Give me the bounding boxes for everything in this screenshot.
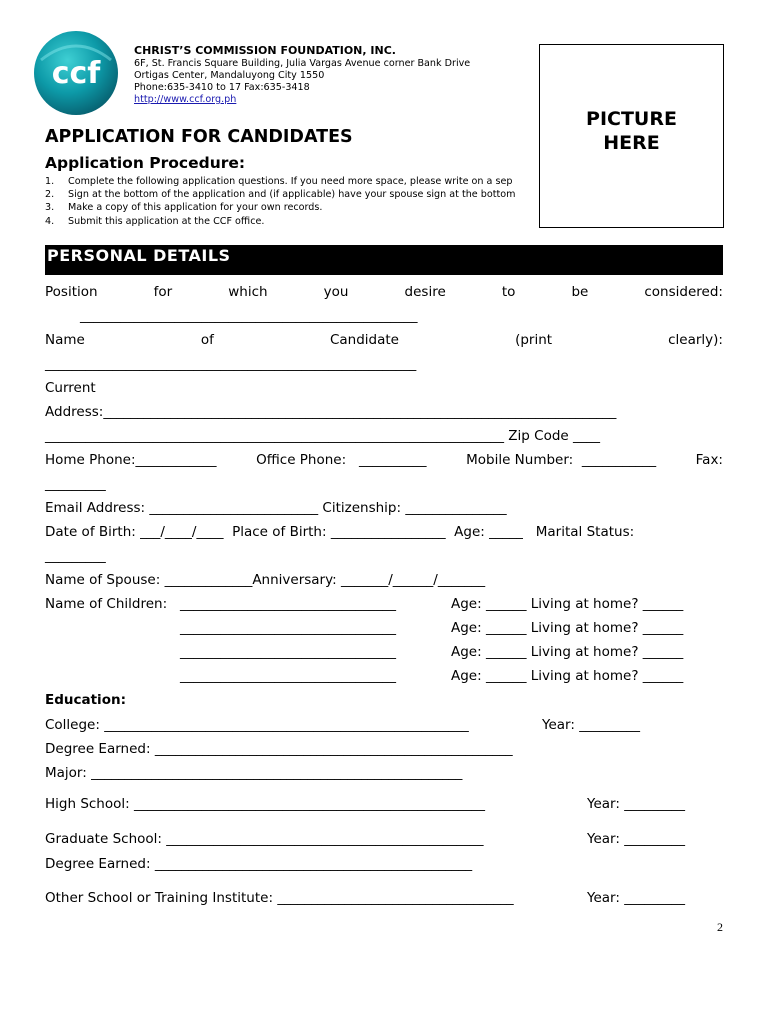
organization-name: CHRIST’S COMMISSION FOUNDATION, INC. <box>134 44 396 57</box>
procedure-heading: Application Procedure: <box>45 154 246 172</box>
age-field[interactable]: _____ <box>489 524 523 540</box>
logo-text: ccf <box>51 56 101 91</box>
graduate-degree-field[interactable]: _______________________________________________ <box>154 856 473 872</box>
education-heading: Education: <box>45 692 126 708</box>
home-phone-field[interactable]: ____________ <box>135 452 217 468</box>
child-age-label: Age: <box>451 668 482 684</box>
section-header-bar <box>45 245 723 275</box>
address-field[interactable]: ____________________________________________________________________________ <box>103 404 617 420</box>
zip-code-label: Zip Code <box>508 428 569 444</box>
college-year-field[interactable]: _________ <box>579 717 640 733</box>
mobile-number-label: Mobile Number: <box>466 452 574 468</box>
child-age-label: Age: <box>451 644 482 660</box>
child-age-field[interactable]: ______ <box>485 620 527 636</box>
graduate-school-year-label: Year: <box>587 831 620 847</box>
zip-code-field[interactable]: ____ <box>573 428 601 444</box>
home-phone-label: Home Phone: <box>45 452 136 468</box>
living-at-home-label: Living at home? <box>530 644 639 660</box>
child-row-details <box>451 643 683 661</box>
picture-placeholder-text: PICTURE HERE <box>586 108 677 154</box>
living-at-home-label: Living at home? <box>530 620 639 636</box>
spouse-name-field[interactable]: _____________ <box>164 572 253 588</box>
procedure-steps <box>45 175 537 228</box>
marital-status-label: Marital Status: <box>535 524 635 540</box>
position-field[interactable]: __________________________________________________ <box>80 308 418 324</box>
other-school-label: Other School or Training Institute: <box>45 890 274 906</box>
child-name-field[interactable]: ________________________________ <box>180 644 396 660</box>
child-age-field[interactable]: ______ <box>485 668 527 684</box>
living-at-home-field[interactable]: ______ <box>642 668 684 684</box>
anniversary-field[interactable]: _______/______/_______ <box>340 572 486 588</box>
child-age-field[interactable]: ______ <box>485 596 527 612</box>
phone-line: Phone:635-3410 to 17 Fax:635-3418 <box>134 82 310 93</box>
name-label-row: Name of Candidate (print clearly): <box>45 332 723 348</box>
marital-status-field[interactable]: _________ <box>45 548 106 564</box>
mobile-number-field[interactable]: ___________ <box>581 452 657 468</box>
degree-earned-field[interactable]: _____________________________________________________ <box>154 741 513 757</box>
ccf-logo <box>33 30 119 116</box>
college-year-label: Year: <box>542 717 575 733</box>
citizenship-label: Citizenship: <box>322 500 402 516</box>
address-line-1: 6F, St. Francis Square Building, Julia Vargas Avenue corner Bank Drive <box>134 58 471 69</box>
procedure-step: 3. Make a copy of this application for your own records. <box>45 202 323 214</box>
child-row-details <box>451 595 683 613</box>
college-field[interactable]: ______________________________________________________ <box>104 717 469 733</box>
other-school-year-label: Year: <box>587 890 620 906</box>
living-at-home-field[interactable]: ______ <box>642 644 684 660</box>
high-school-label: High School: <box>45 796 130 812</box>
spouse-name-label: Name of Spouse: <box>45 572 161 588</box>
high-school-year-label: Year: <box>587 796 620 812</box>
other-school-field[interactable]: ___________________________________ <box>277 890 514 906</box>
children-label: Name of Children: <box>45 596 168 612</box>
date-of-birth-label: Date of Birth: <box>45 524 136 540</box>
high-school-field[interactable]: ____________________________________________________ <box>133 796 485 812</box>
graduate-degree-label: Degree Earned: <box>45 856 151 872</box>
living-at-home-field[interactable]: ______ <box>642 596 684 612</box>
section-title: PERSONAL DETAILS <box>47 246 231 265</box>
office-phone-label: Office Phone: <box>256 452 347 468</box>
degree-earned-label: Degree Earned: <box>45 741 151 757</box>
address-line-2-field[interactable]: ____________________________________________________________________ <box>45 428 504 444</box>
college-label: College: <box>45 717 100 733</box>
high-school-year-field[interactable]: _________ <box>624 796 685 812</box>
date-of-birth-field[interactable]: ___/____/____ <box>140 524 224 540</box>
child-name-field[interactable]: ________________________________ <box>180 596 396 612</box>
address-label: Address: <box>45 404 104 420</box>
fax-label: Fax: <box>695 452 723 468</box>
current-label: Current <box>45 380 96 396</box>
graduate-school-field[interactable]: _______________________________________________ <box>166 831 484 847</box>
citizenship-field[interactable]: _______________ <box>405 500 507 516</box>
child-row-details <box>451 619 683 637</box>
fax-field[interactable]: _________ <box>45 476 106 492</box>
office-phone-field[interactable]: __________ <box>359 452 427 468</box>
anniversary-label: Anniversary: <box>252 572 337 588</box>
email-field[interactable]: _________________________ <box>149 500 319 516</box>
major-field[interactable]: _______________________________________________________ <box>91 765 463 781</box>
age-label: Age: <box>454 524 485 540</box>
graduate-school-label: Graduate School: <box>45 831 162 847</box>
procedure-step: 4. Submit this application at the CCF office. <box>45 215 265 227</box>
picture-placeholder-box <box>539 44 724 228</box>
page-number: 2 <box>717 920 723 934</box>
living-at-home-label: Living at home? <box>530 668 639 684</box>
major-label: Major: <box>45 765 87 781</box>
graduate-school-year-field[interactable]: _________ <box>624 831 685 847</box>
child-name-field[interactable]: ________________________________ <box>180 620 396 636</box>
website-link[interactable]: http://www.ccf.org.ph <box>134 94 237 105</box>
living-at-home-field[interactable]: ______ <box>642 620 684 636</box>
candidate-name-field[interactable]: _______________________________________________________ <box>45 356 417 372</box>
child-row-details <box>451 667 683 685</box>
page-title: APPLICATION FOR CANDIDATES <box>45 127 353 147</box>
place-of-birth-field[interactable]: _________________ <box>330 524 446 540</box>
child-age-label: Age: <box>451 620 482 636</box>
email-label: Email Address: <box>45 500 146 516</box>
position-label-row: Position for which you desire to be considered: <box>45 284 723 300</box>
living-at-home-label: Living at home? <box>530 596 639 612</box>
place-of-birth-label: Place of Birth: <box>232 524 327 540</box>
child-name-field[interactable]: ________________________________ <box>180 668 396 684</box>
child-age-field[interactable]: ______ <box>485 644 527 660</box>
procedure-step: 2. Sign at the bottom of the application and (if applicable) have your spouse sign at the bottom <box>45 189 516 201</box>
address-line-2: Ortigas Center, Mandaluyong City 1550 <box>134 70 325 81</box>
child-age-label: Age: <box>451 596 482 612</box>
other-school-year-field[interactable]: _________ <box>624 890 685 906</box>
procedure-step: 1. Complete the following application questions. If you need more space, please write on a sep <box>45 176 513 187</box>
